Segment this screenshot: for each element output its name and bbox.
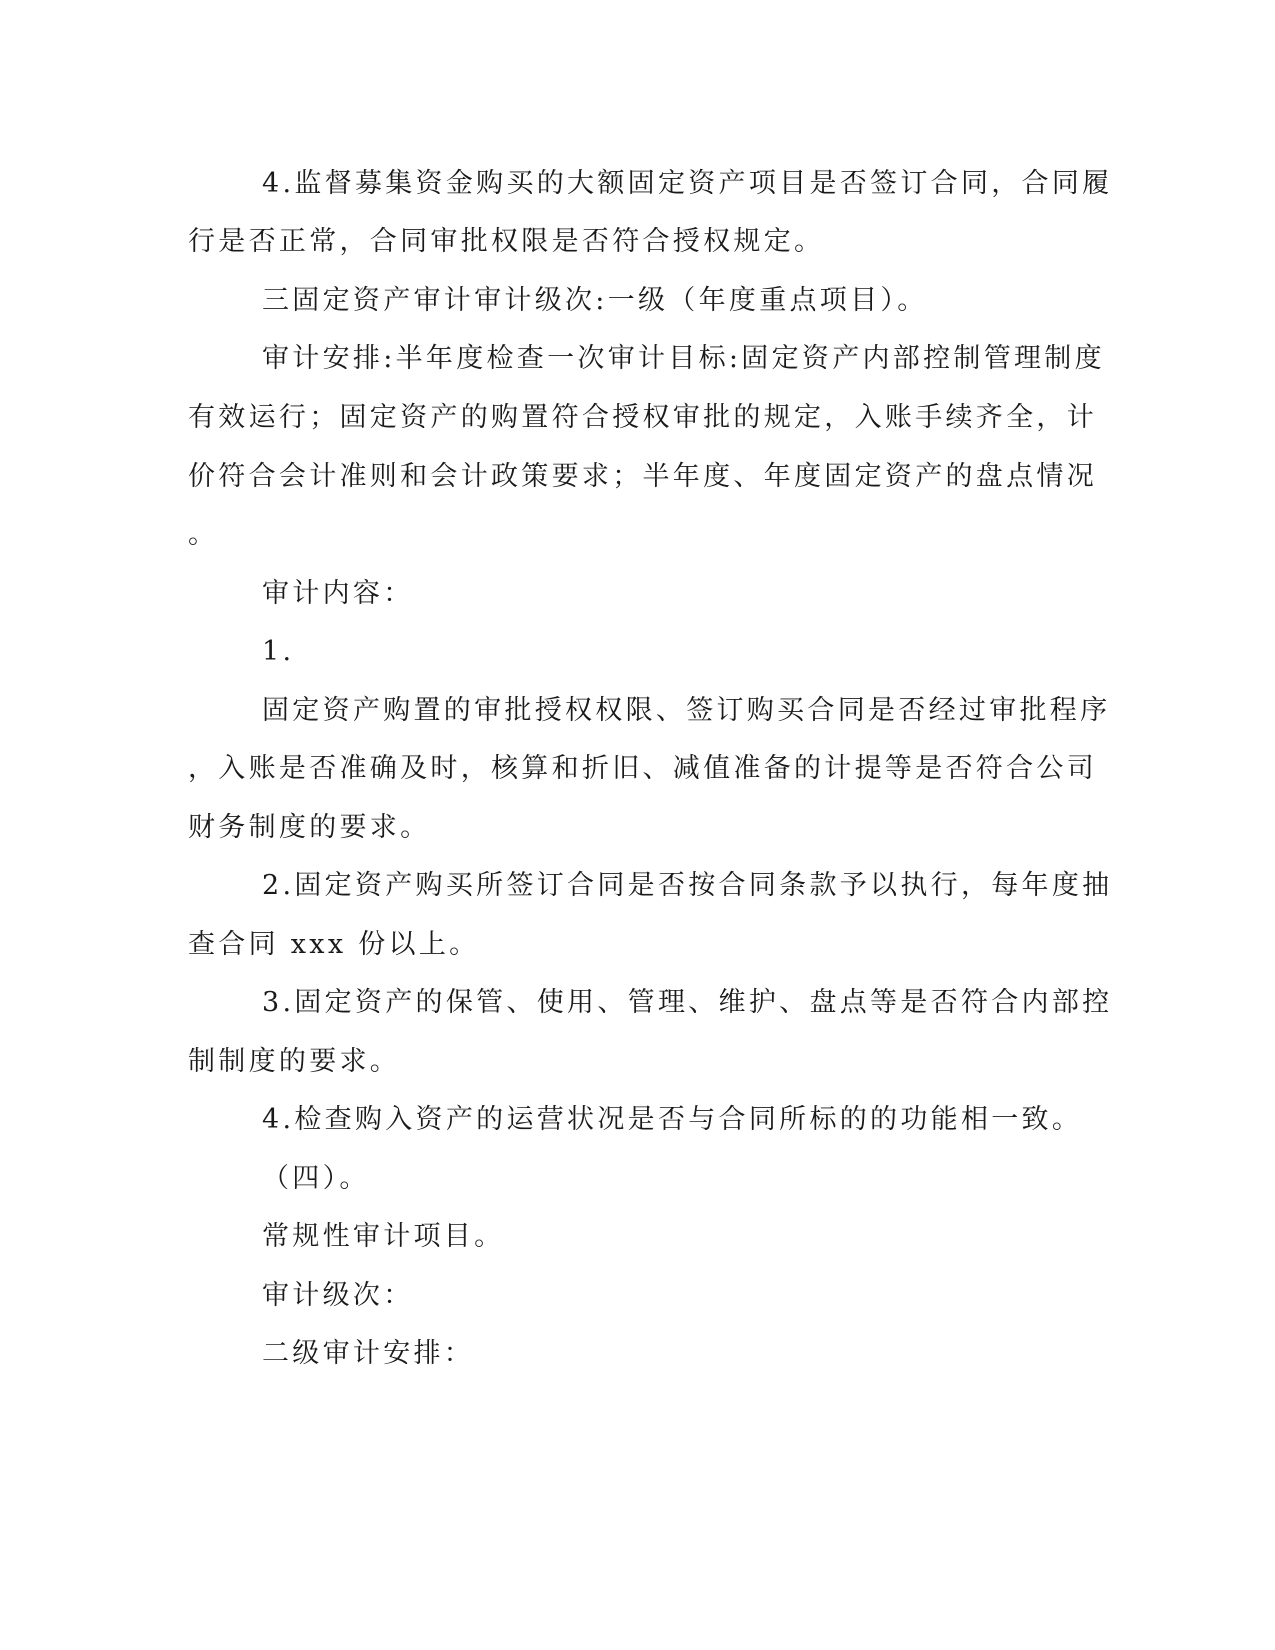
paragraph-line-7: 。: [188, 519, 219, 550]
paragraph-line-13: 2.固定资产购买所签订合同是否按合同条款予以执行，每年度抽: [262, 870, 1113, 901]
paragraph-line-20: 审计级次：: [262, 1280, 414, 1311]
paragraph-line-16: 制制度的要求。: [188, 1046, 401, 1077]
paragraph-line-3: 三固定资产审计审计级次:一级（年度重点项目）。: [262, 285, 928, 316]
paragraph-line-17: 4.检查购入资产的运营状况是否与合同所标的的功能相一致。: [262, 1104, 1083, 1135]
paragraph-line-9: 1.: [262, 636, 295, 667]
paragraph-line-5: 有效运行；固定资产的购置符合授权审批的规定，入账手续齐全，计: [188, 402, 1097, 433]
paragraph-line-15: 3.固定资产的保管、使用、管理、维护、盘点等是否符合内部控: [262, 987, 1113, 1018]
paragraph-line-19: 常规性审计项目。: [262, 1221, 505, 1252]
paragraph-line-6: 价符合会计准则和会计政策要求；半年度、年度固定资产的盘点情况: [188, 461, 1097, 492]
paragraph-line-2: 行是否正常，合同审批权限是否符合授权规定。: [188, 226, 825, 257]
paragraph-line-21: 二级审计安排：: [262, 1338, 475, 1369]
paragraph-line-12: 财务制度的要求。: [188, 812, 431, 843]
paragraph-line-11: ，入账是否准确及时，核算和折旧、减值准备的计提等是否符合公司: [188, 753, 1097, 784]
paragraph-line-4: 审计安排:半年度检查一次审计目标:固定资产内部控制管理制度: [262, 343, 1105, 374]
paragraph-line-18: （四）。: [262, 1163, 370, 1194]
paragraph-line-1: 4.监督募集资金购买的大额固定资产项目是否签订合同，合同履: [262, 168, 1113, 199]
paragraph-line-10: 固定资产购置的审批授权权限、签订购买合同是否经过审批程序: [262, 695, 1111, 726]
paragraph-line-14: 查合同 xxx 份以上。: [188, 929, 480, 960]
paragraph-line-8: 审计内容：: [262, 578, 414, 609]
